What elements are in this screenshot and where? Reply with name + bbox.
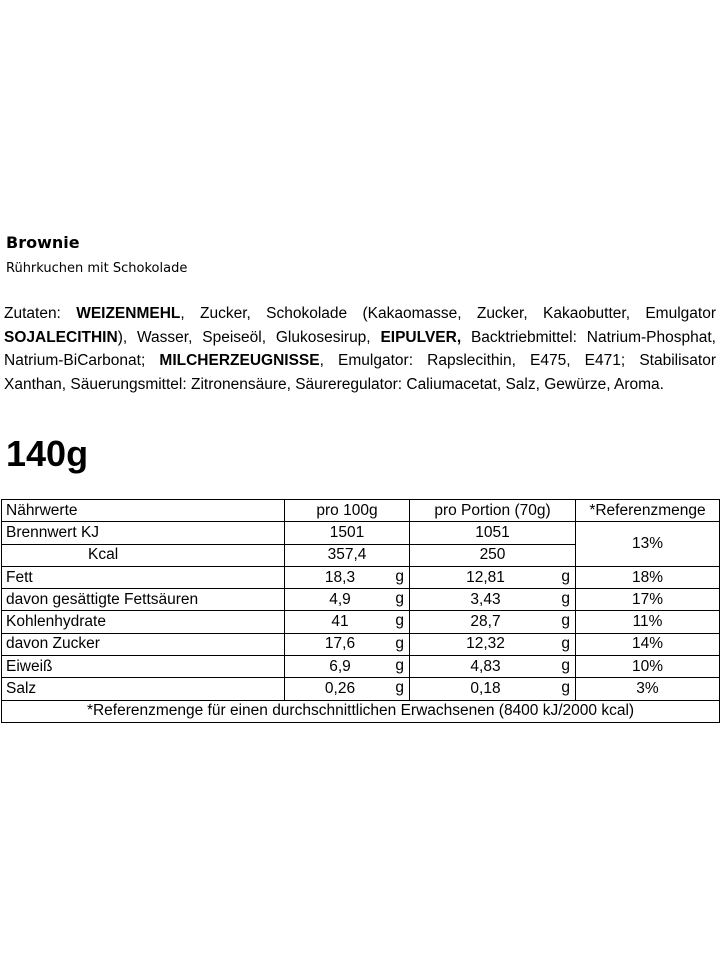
table-row [2,633,720,655]
value: 4,9 [329,590,351,608]
value: 4,83 [470,657,501,675]
energy-reference: 13% [576,522,720,567]
energy-kj-100g: 1501 [285,522,410,544]
product-subtitle: Rührkuchen mit Schokolade [6,261,188,276]
value: 41 [331,613,349,631]
table-row [2,678,720,700]
unit: g [395,612,404,630]
value: 0,18 [470,680,501,698]
nutrient-value-100g [285,589,410,611]
energy-kcal-portion: 250 [410,544,576,566]
net-weight: 140g [6,433,89,474]
energy-kcal-label: Kcal [2,544,285,566]
nutrient-value-100g [285,633,410,655]
nutrient-value-portion [410,678,576,700]
unit: g [395,634,404,652]
value: 12,32 [466,635,505,653]
nutrient-value-100g [285,611,410,633]
nutrient-label: Kohlenhydrate [2,611,285,633]
nutrient-value-portion [410,633,576,655]
allergen-wheat: WEIZENMEHL [76,305,181,322]
nutrient-label: davon gesättigte Fettsäuren [2,589,285,611]
header-label: Nährwerte [2,500,285,522]
header-per-portion: pro Portion (70g) [410,500,576,522]
nutrient-value-portion [410,566,576,588]
unit: g [561,679,570,697]
nutrient-value-portion [410,589,576,611]
nutrient-reference: 18% [576,566,720,588]
nutrient-reference: 10% [576,656,720,678]
nutrient-reference: 17% [576,589,720,611]
ingredients-segment: ), Wasser, Speiseöl, Glukosesirup, [117,328,381,346]
ingredients-label: Zutaten: [4,305,77,322]
table-row [2,589,720,611]
allergen-soy: SOJALECITHIN [4,328,118,346]
energy-kj-portion: 1051 [410,522,576,544]
ingredients-segment: , Emulgator: Rapslecithin, E475, E471; Stabilisator Xanthan, Säuerungsmittel: Zitronensäure, Säureregulator: Caliumacetat, Salz, Gewürze, Aroma. [4,352,717,393]
nutrient-label: Eiweiß [2,656,285,678]
table-header-row [2,500,720,522]
unit: g [561,590,570,608]
ingredients-segment: , Zucker, Schokolade (Kakaomasse, Zucker, Kakaobutter, Emulgator [180,305,716,322]
table-row-energy-kj [2,522,720,544]
value: 0,26 [324,680,356,698]
unit: g [561,634,570,652]
unit: g [395,679,404,697]
value: 3,43 [470,590,501,608]
allergen-milk: MILCHERZEUGNISSE [159,352,320,370]
unit: g [395,590,404,608]
product-title: Brownie [6,233,80,252]
value: 17,6 [324,635,356,653]
nutrient-reference: 14% [576,633,720,655]
ingredients-text [4,302,716,396]
table-footer-row [2,700,720,722]
energy-kcal-100g: 357,4 [285,544,410,566]
nutrient-label: Fett [2,566,285,588]
unit: g [395,657,404,675]
unit: g [561,657,570,675]
nutrient-value-100g [285,656,410,678]
value: 28,7 [470,613,501,631]
table-row [2,656,720,678]
energy-kj-label: Brennwert KJ [2,522,285,544]
nutrient-reference: 3% [576,678,720,700]
unit: g [561,612,570,630]
nutrient-value-100g [285,678,410,700]
header-reference: *Referenzmenge [576,500,720,522]
value: 18,3 [324,568,356,586]
reference-footnote: *Referenzmenge für einen durchschnittlichen Erwachsenen (8400 kJ/2000 kcal) [2,700,720,722]
nutrient-reference: 11% [576,611,720,633]
value: 12,81 [466,568,505,586]
allergen-egg: EIPULVER, [380,328,462,346]
nutrient-value-100g [285,566,410,588]
value: 6,9 [329,657,351,675]
table-row [2,611,720,633]
table-row [2,566,720,588]
ingredients-segment: Backtriebmittel: Natrium-Phosphat, Natrium-BiCarbonat; [4,328,716,370]
nutrient-value-portion [410,611,576,633]
header-per-100g: pro 100g [285,500,410,522]
unit: g [561,567,570,585]
nutrient-value-portion [410,656,576,678]
nutrient-label: Salz [2,678,285,700]
unit: g [395,567,404,585]
nutrient-label: davon Zucker [2,633,285,655]
nutrition-table [1,499,720,723]
